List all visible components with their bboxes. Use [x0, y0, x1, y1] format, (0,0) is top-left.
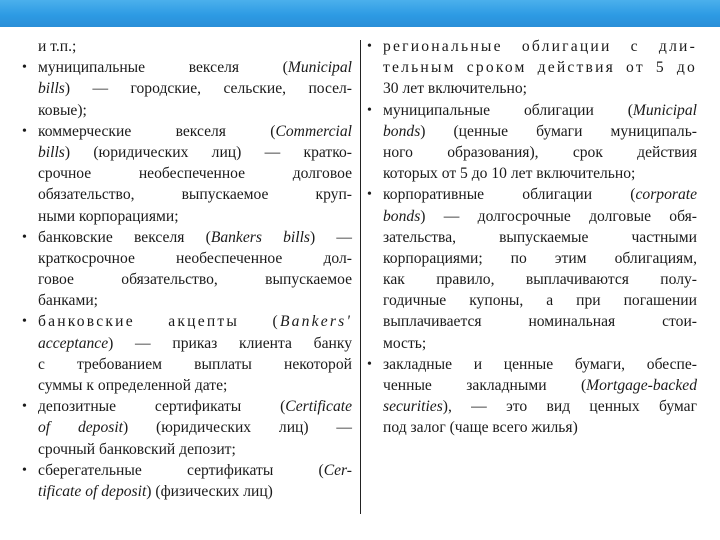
text-line: bonds) — долгосрочные долговые обя-	[383, 207, 697, 225]
text-line: говое обязательство, выпускаемое	[38, 271, 352, 289]
bullet-icon: •	[22, 229, 27, 245]
bullet-icon: •	[367, 187, 372, 203]
text-line: корпорациями; по этим облигациям,	[383, 249, 697, 267]
bullet-icon: •	[367, 356, 372, 372]
text-line: сберегательные сертификаты (Cer-	[38, 461, 352, 479]
text-line: годичные купоны, а при погашении	[383, 292, 697, 310]
text-line: срочное необеспеченное долговое	[38, 165, 352, 183]
list-item-savings-certificate	[22, 460, 352, 481]
bullet-icon: •	[22, 60, 27, 76]
list-item-bankers-bills	[22, 227, 352, 248]
text-line: bills) — городские, сельские, посел-	[38, 80, 352, 98]
list-item-certificate-of-deposit	[22, 396, 352, 417]
column-divider	[360, 40, 361, 514]
text-line: bonds) (ценные бумаги муниципаль-	[383, 122, 697, 140]
text-line: которых от 5 до 10 лет включительно;	[383, 165, 636, 183]
text-line: bills) (юридических лиц) — кратко-	[38, 143, 352, 161]
text-line: краткосрочное необеспеченное дол-	[38, 249, 352, 267]
bullet-icon: •	[22, 462, 27, 478]
document-page	[22, 36, 698, 514]
text-line: 30 лет включительно;	[383, 80, 527, 98]
text-line: под залог (чаще всего жилья)	[383, 419, 578, 437]
text-line: ного образования), срок действия	[383, 143, 697, 161]
bullet-icon: •	[22, 123, 27, 139]
text-line: acceptance) — приказ клиента банку	[38, 334, 352, 352]
text-line: выплачивается номинальная стои-	[383, 313, 697, 331]
list-item-regional-bonds	[367, 36, 697, 57]
text-line: ченные закладными (Mortgage-backed	[383, 377, 697, 394]
text-line: банками;	[38, 292, 99, 310]
text-line: муниципальные облигации (Municipal	[383, 101, 697, 119]
text-line: банковские акцепты (Bankers'	[38, 313, 352, 331]
text-line: как правило, выплачиваются полу-	[383, 271, 697, 289]
list-item-bankers-acceptance	[22, 311, 352, 332]
list-item-municipal-bills	[22, 57, 352, 78]
text-line: мость;	[383, 334, 427, 352]
text-line: с требованием выплаты некоторой	[38, 355, 352, 373]
list-item-municipal-bonds	[367, 100, 697, 121]
text-line: региональные облигации с дли-	[383, 38, 697, 55]
text-line: зательства, выпускаемые частными	[383, 228, 697, 246]
left-column	[22, 36, 358, 502]
text-line: коммерческие векселя (Commercial	[38, 122, 352, 140]
slide-header-bar	[0, 0, 720, 27]
text-line: of deposit) (юридических лиц) —	[38, 419, 353, 437]
list-item-corporate-bonds	[367, 184, 697, 205]
text-line: tificate of deposit) (физических лиц)	[38, 482, 273, 500]
text-line: тельным сроком действия от 5 до	[383, 59, 697, 77]
bullet-icon: •	[22, 399, 27, 415]
right-column	[367, 36, 697, 439]
list-item-commercial-bills	[22, 121, 352, 142]
text-line: закладные и ценные бумаги, обеспе-	[383, 355, 697, 373]
text-line: срочный банковский депозит;	[38, 440, 236, 458]
bullet-icon: •	[367, 102, 372, 118]
text-line: суммы к определенной дате;	[38, 377, 228, 394]
text-line: ковые);	[38, 101, 87, 119]
text-line: депозитные сертификаты (Certificate	[38, 398, 352, 416]
text-line: муниципальные векселя (Municipal	[38, 59, 352, 77]
bullet-icon: •	[367, 39, 375, 54]
text-line: и т.п.;	[38, 38, 77, 55]
text-line: банковские векселя (Bankers bills) —	[38, 228, 352, 246]
text-line: securities), — это вид ценных бумаг	[383, 398, 697, 416]
bullet-icon: •	[22, 314, 27, 330]
text-line: ными корпорациями;	[38, 207, 179, 225]
text-line: обязательство, выпускаемое круп-	[38, 186, 352, 204]
list-item-mortgage-backed-securities	[367, 354, 697, 375]
text-line: корпоративные облигации (corporate	[383, 186, 697, 204]
